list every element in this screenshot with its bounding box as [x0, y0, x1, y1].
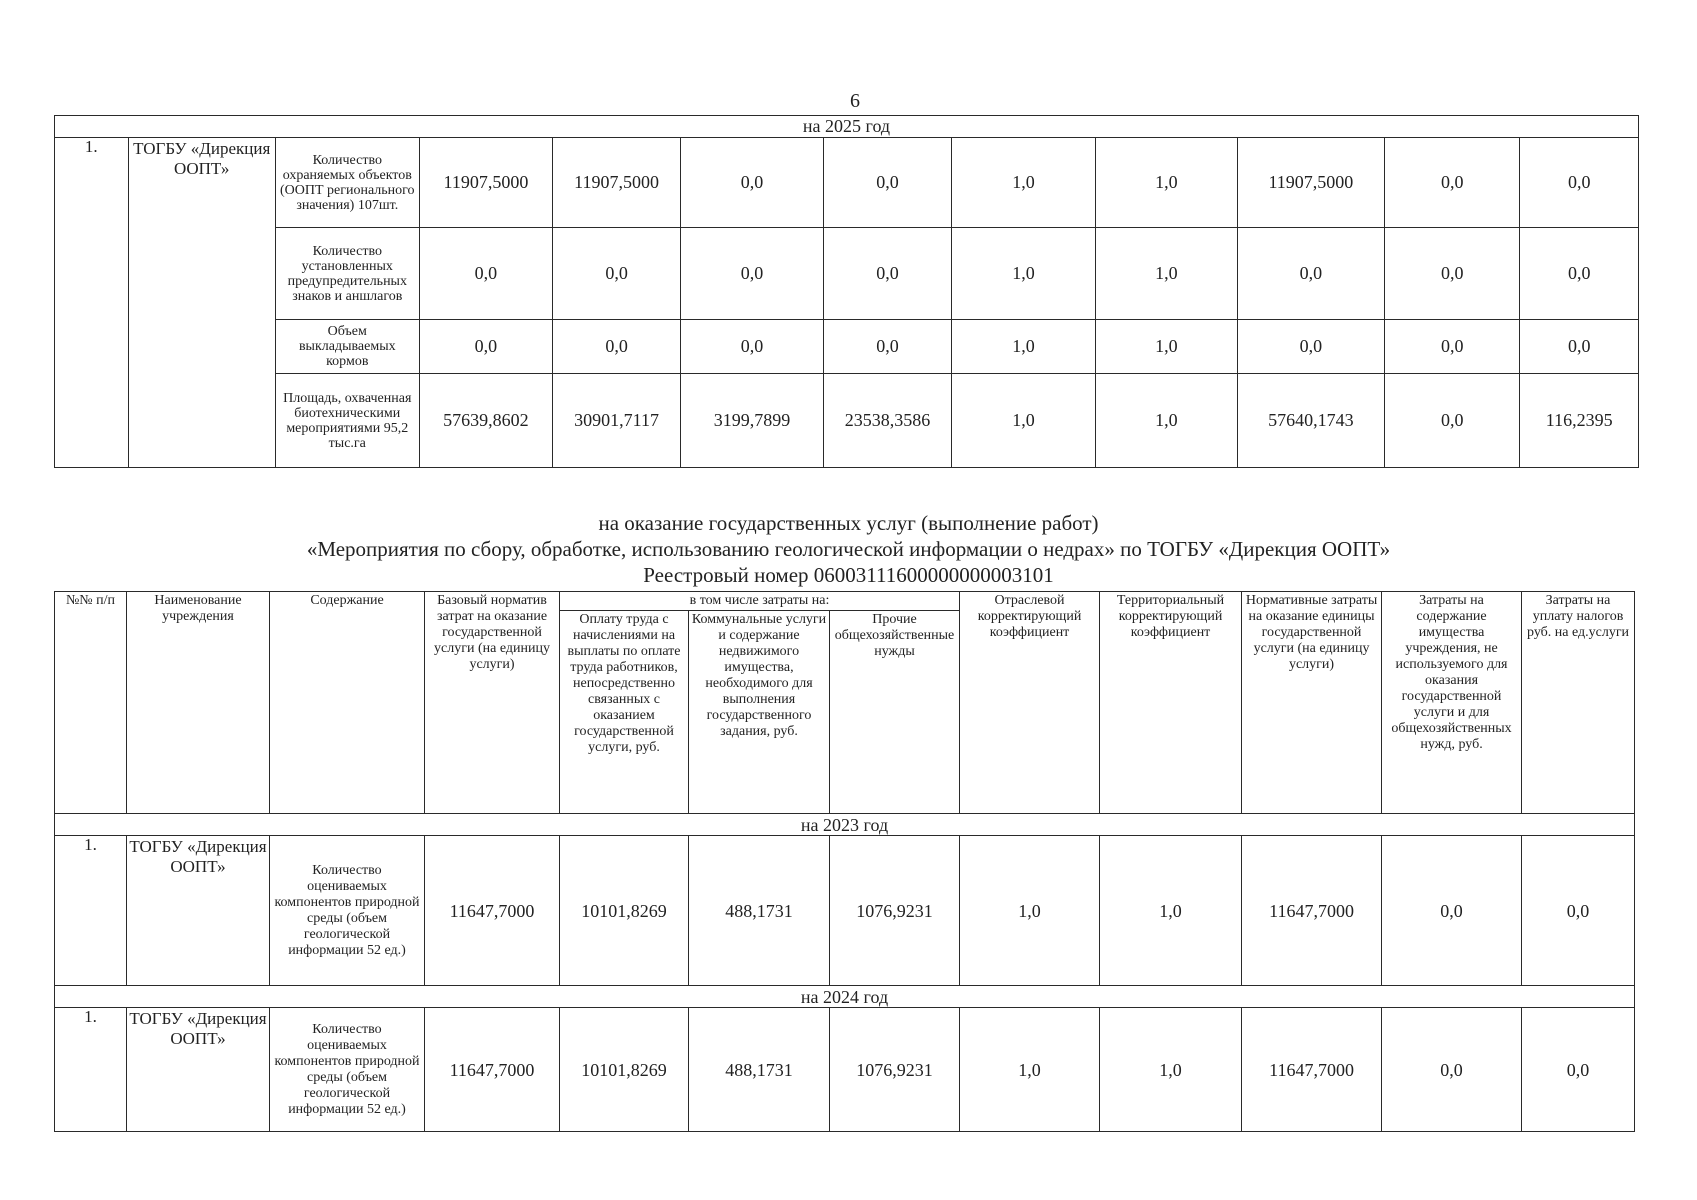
value-cell: 11647,7000: [1242, 1008, 1382, 1132]
header-row: [55, 592, 1635, 611]
value-cell: 57639,8602: [419, 374, 552, 468]
value-cell: 1,0: [1095, 138, 1237, 228]
header-property: Затраты на содержание имущества учреждения, не используемого для оказания государственной услуги и для общехозяйственных нужд, руб.: [1382, 592, 1522, 814]
value-cell: 1,0: [1100, 836, 1242, 986]
value-cell: 0,0: [1520, 228, 1639, 320]
value-cell: 11647,7000: [425, 1008, 560, 1132]
value-cell: 116,2395: [1520, 374, 1639, 468]
value-cell: 0,0: [823, 228, 951, 320]
value-cell: 10101,8269: [560, 1008, 689, 1132]
header-sub-utilities: Коммунальные услуги и содержание недвижимого имущества, необходимого для выполнения государственного задания, руб.: [689, 611, 830, 814]
value-cell: 488,1731: [689, 836, 830, 986]
value-cell: 1,0: [951, 228, 1095, 320]
table-row: [55, 374, 1639, 468]
value-cell: 1,0: [951, 320, 1095, 374]
value-cell: 1,0: [951, 138, 1095, 228]
header-org: Наименование учреждения: [127, 592, 270, 814]
table-row: [55, 1008, 1635, 1132]
value-cell: 0,0: [1382, 1008, 1522, 1132]
value-cell: 11647,7000: [1242, 836, 1382, 986]
value-cell: 488,1731: [689, 1008, 830, 1132]
year-label: на 2025 год: [55, 116, 1639, 138]
year-label: на 2024 год: [55, 986, 1635, 1008]
table-row: [55, 320, 1639, 374]
value-cell: 1,0: [1095, 374, 1237, 468]
value-cell: 0,0: [553, 320, 681, 374]
table-2025: [54, 115, 1639, 468]
year-label: на 2023 год: [55, 814, 1635, 836]
value-cell: 0,0: [823, 138, 951, 228]
table-geological-info: [54, 591, 1635, 1132]
value-cell: 0,0: [1384, 138, 1519, 228]
header-tax: Затраты на уплату налогов руб. на ед.услуги: [1522, 592, 1635, 814]
value-cell: 1,0: [960, 1008, 1100, 1132]
value-cell: 0,0: [681, 320, 824, 374]
value-cell: 0,0: [419, 228, 552, 320]
org-name: ТОГБУ «Дирекция ООПТ»: [127, 836, 270, 986]
header-sector-coef: Отраслевой корректирующий коэффициент: [960, 592, 1100, 814]
header-including: в том числе затраты на:: [560, 592, 960, 611]
org-name: ТОГБУ «Дирекция ООПТ»: [128, 138, 275, 468]
header-normative: Нормативные затраты на оказание единицы государственной услуги (на единицу услуги): [1242, 592, 1382, 814]
heading-line-2: «Мероприятия по сбору, обработке, использованию геологической информации о недрах» по ТОГБУ «Дирекция ООПТ»: [306, 537, 1391, 561]
registry-number: Реестровый номер 06003111600000000003101: [643, 563, 1054, 587]
value-cell: 1076,9231: [830, 836, 960, 986]
content-cell: Количество установленных предупредительных знаков и аншлагов: [275, 228, 419, 320]
value-cell: 0,0: [1520, 138, 1639, 228]
value-cell: 11907,5000: [419, 138, 552, 228]
content-cell: Объем выкладываемых кормов: [275, 320, 419, 374]
value-cell: 1,0: [1095, 320, 1237, 374]
header-base-norm: Базовый норматив затрат на оказание государственной услуги (на единицу услуги): [425, 592, 560, 814]
content-cell: Площадь, охваченная биотехническими мероприятиями 95,2 тыс.га: [275, 374, 419, 468]
org-name: ТОГБУ «Дирекция ООПТ»: [127, 1008, 270, 1132]
value-cell: 0,0: [553, 228, 681, 320]
value-cell: 11907,5000: [553, 138, 681, 228]
value-cell: 11647,7000: [425, 836, 560, 986]
value-cell: 0,0: [823, 320, 951, 374]
page-number: 6: [850, 90, 860, 112]
value-cell: 0,0: [1384, 374, 1519, 468]
header-num: №№ п/п: [55, 592, 127, 814]
table-row: [55, 228, 1639, 320]
value-cell: 0,0: [681, 228, 824, 320]
value-cell: 3199,7899: [681, 374, 824, 468]
value-cell: 1076,9231: [830, 1008, 960, 1132]
row-index: 1.: [55, 138, 129, 468]
row-index: 1.: [55, 836, 127, 986]
value-cell: 0,0: [1520, 320, 1639, 374]
content-cell: Количество оцениваемых компонентов природной среды (объем геологической информации 52 ед.): [270, 836, 425, 986]
header-sub-other: Прочие общехозяйственные нужды: [830, 611, 960, 814]
value-cell: 0,0: [1237, 228, 1384, 320]
value-cell: 1,0: [951, 374, 1095, 468]
value-cell: 0,0: [419, 320, 552, 374]
value-cell: 1,0: [1095, 228, 1237, 320]
value-cell: 10101,8269: [560, 836, 689, 986]
row-index: 1.: [55, 1008, 127, 1132]
table-row: [55, 836, 1635, 986]
value-cell: 11907,5000: [1237, 138, 1384, 228]
value-cell: 0,0: [1522, 836, 1635, 986]
table-row: [55, 138, 1639, 228]
value-cell: 0,0: [1237, 320, 1384, 374]
content-cell: Количество оцениваемых компонентов природной среды (объем геологической информации 52 ед.): [270, 1008, 425, 1132]
value-cell: 23538,3586: [823, 374, 951, 468]
value-cell: 0,0: [1384, 320, 1519, 374]
value-cell: 1,0: [1100, 1008, 1242, 1132]
header-content: Содержание: [270, 592, 425, 814]
heading-line-1: на оказание государственных услуг (выполнение работ): [598, 511, 1099, 535]
value-cell: 30901,7117: [553, 374, 681, 468]
value-cell: 1,0: [960, 836, 1100, 986]
header-sub-labor: Оплату труда с начислениями на выплаты по оплате труда работников, непосредственно связанных с оказанием государственной услуги, руб.: [560, 611, 689, 814]
header-territorial-coef: Территориальный корректирующий коэффициент: [1100, 592, 1242, 814]
value-cell: 57640,1743: [1237, 374, 1384, 468]
content-cell: Количество охраняемых объектов (ООПТ регионального значения) 107шт.: [275, 138, 419, 228]
value-cell: 0,0: [1382, 836, 1522, 986]
value-cell: 0,0: [1384, 228, 1519, 320]
value-cell: 0,0: [1522, 1008, 1635, 1132]
value-cell: 0,0: [681, 138, 824, 228]
